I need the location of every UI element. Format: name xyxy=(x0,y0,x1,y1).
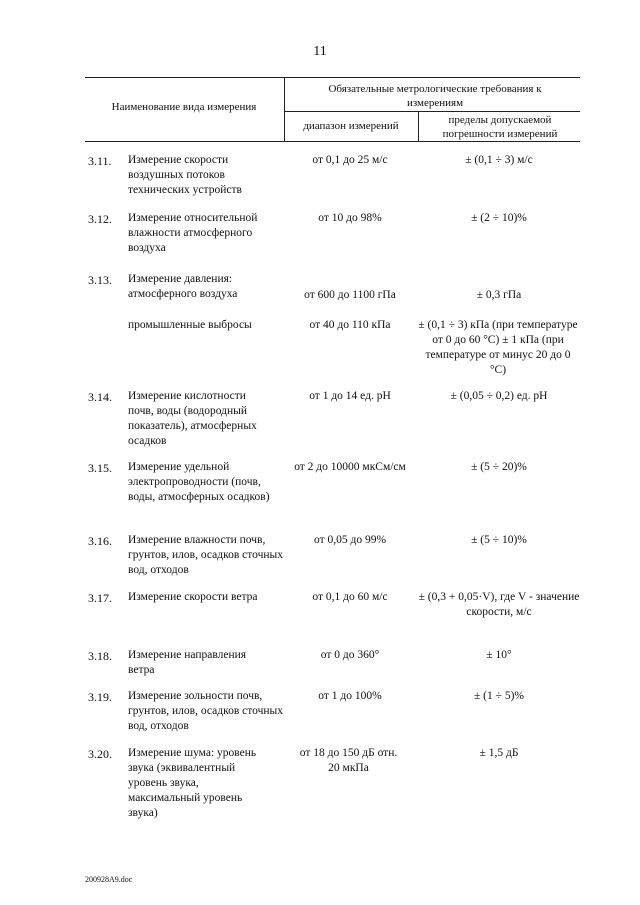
header-name-col: Наименование вида измерения xyxy=(111,101,257,113)
page-number: 11 xyxy=(313,44,327,59)
measurement-error: ± 1,5 дБ xyxy=(479,747,519,759)
measurement-range: от 1 до 100% xyxy=(318,690,382,702)
measurement-range: от 0,1 до 60 м/с xyxy=(312,591,388,603)
measurement-error: ± (5 ÷ 10)% xyxy=(471,534,527,546)
measurement-error: ± 10° xyxy=(486,649,512,661)
row-number: 3.11. xyxy=(88,154,112,168)
measurement-range: от 600 до 1100 гПа xyxy=(304,289,396,301)
measurement-name: промышленные выбросы xyxy=(128,319,252,331)
document-filename: 200928A9.doc xyxy=(85,875,133,884)
measurement-error: ± 0,3 гПа xyxy=(476,289,522,301)
measurement-error: ± (2 ÷ 10)% xyxy=(471,212,527,224)
row-number: 3.18. xyxy=(88,649,112,663)
row-number: 3.12. xyxy=(88,212,112,226)
measurement-range: от 1 до 14 ед. pH xyxy=(309,390,391,402)
row-number: 3.14. xyxy=(88,390,112,404)
measurement-name: Измерение шума: уровень звука (эквивалентный уровень звука, максимальный уровень звука) xyxy=(128,747,257,819)
measurement-range: от 10 до 98% xyxy=(318,212,382,224)
header-divider-1 xyxy=(284,77,285,141)
measurement-range: от 40 до 110 кПа xyxy=(309,319,391,331)
measurement-name: Измерение влажности почв, грунтов, илов, осадков сточных вод, отходов xyxy=(128,534,283,576)
measurement-error: ± (0,05 ÷ 0,2) ед. pH xyxy=(450,390,548,402)
measurement-name: Измерение кислотности почв, воды (водородный показатель), атмосферных осадков xyxy=(128,390,257,447)
measurement-error: ± (0,1 ÷ 3) м/с xyxy=(465,154,533,166)
row-number: 3.13. xyxy=(88,273,112,287)
measurement-name: Измерение давления: атмосферного воздуха xyxy=(128,273,238,300)
measurement-range: от 18 до 150 дБ отн. 20 мкПа xyxy=(299,747,398,774)
measurement-error: ± (5 ÷ 20)% xyxy=(471,461,527,473)
row-number: 3.17. xyxy=(88,591,112,605)
measurement-error: ± (1 ÷ 5)% xyxy=(474,690,524,702)
header-top-rule xyxy=(85,77,580,78)
row-number: 3.20. xyxy=(88,747,112,761)
measurement-range: от 0 до 360° xyxy=(320,649,380,661)
header-mid-rule xyxy=(284,111,580,112)
row-number: 3.19. xyxy=(88,690,112,704)
header-range-col: диапазон измерений xyxy=(303,120,399,132)
measurement-range: от 2 до 10000 мкСм/см xyxy=(294,461,406,473)
measurement-range: от 0,05 до 99% xyxy=(313,534,387,546)
measurement-name: Измерение скорости ветра xyxy=(128,591,258,603)
header-error-col: пределы допускаемой погрешности измерений xyxy=(442,114,558,140)
measurement-error: ± (0,1 ÷ 3) кПа (при температуре от 0 до 60 °С) ± 1 кПа (при температуре от минус 20 до 0 °С) xyxy=(418,319,578,376)
row-number: 3.15. xyxy=(88,461,112,475)
measurement-name: Измерение скорости воздушных потоков технических устройств xyxy=(128,154,242,196)
row-number: 3.16. xyxy=(88,534,112,548)
header-requirements: Обязательные метрологические требования к измерениям xyxy=(328,83,542,109)
measurement-name: Измерение направления ветра xyxy=(128,649,247,676)
measurement-name: Измерение удельной электропроводности (почв, воды, атмосферных осадков) xyxy=(128,461,270,503)
header-divider-2 xyxy=(418,111,419,141)
measurement-range: от 0,1 до 25 м/с xyxy=(312,154,388,166)
measurement-error: ± (0,3 + 0,05·V), где V - значение скорости, м/с xyxy=(418,591,580,618)
header-bottom-rule xyxy=(85,141,580,142)
measurement-name: Измерение относительной влажности атмосферного воздуха xyxy=(128,212,258,254)
measurement-name: Измерение зольности почв, грунтов, илов, осадков сточных вод, отходов xyxy=(128,690,283,732)
